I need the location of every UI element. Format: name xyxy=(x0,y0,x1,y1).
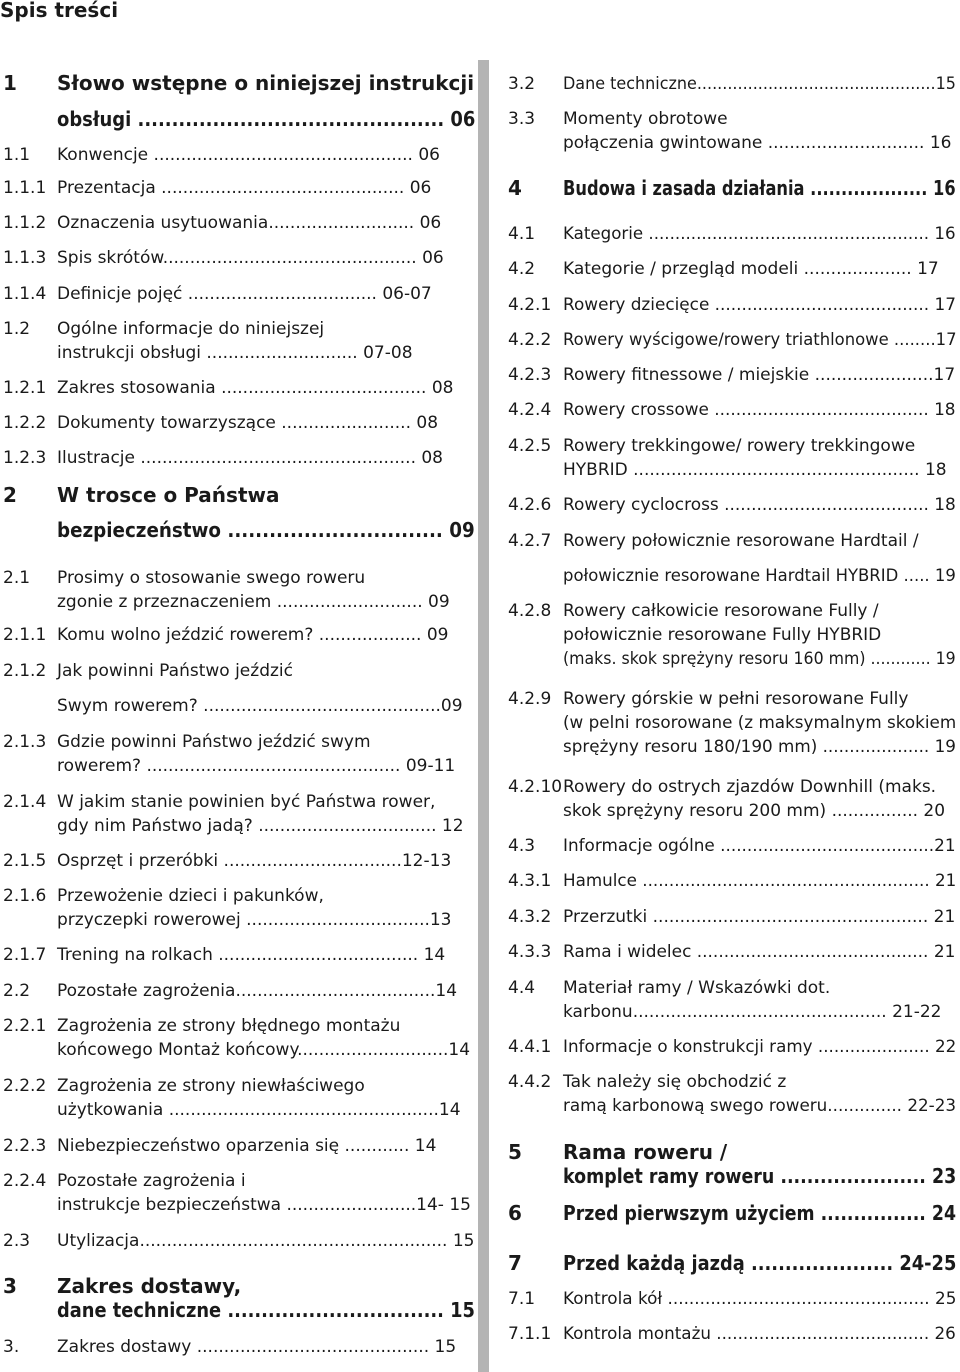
toc-entry-title: Rama i widelec ........................................... 21 xyxy=(563,942,956,962)
toc-entry-number: 2.1.2 xyxy=(3,661,47,681)
toc-entry[interactable] xyxy=(3,1014,475,1064)
toc-entry-title: Rowery cyclocross ...................................... 18 xyxy=(563,495,956,515)
toc-entry-number: 4.2.8 xyxy=(508,601,552,621)
toc-entry-number: 1.1.1 xyxy=(3,178,47,198)
toc-entry[interactable] xyxy=(508,398,956,424)
toc-entry[interactable] xyxy=(508,328,956,354)
page-title: Spis treści xyxy=(0,0,119,22)
toc-entry[interactable] xyxy=(3,246,475,272)
toc-entry-number: 2 xyxy=(3,483,17,507)
toc-entry-title: Materiał ramy / Wskazówki dot. xyxy=(563,978,831,998)
toc-entry-title: Budowa i zasada działania ................... 16 xyxy=(563,176,956,200)
toc-entry[interactable] xyxy=(3,282,475,308)
toc-entry[interactable] xyxy=(508,1035,956,1061)
toc-entry-title: dane techniczne ................................ 15 xyxy=(57,1298,475,1322)
toc-entry-number: 4.4.2 xyxy=(508,1072,552,1092)
toc-entry-title: Prezentacja ............................................. 06 xyxy=(57,178,432,198)
toc-entry-title: Rowery całkowicie resorowane Fully / xyxy=(563,601,879,621)
toc-entry[interactable] xyxy=(3,1074,475,1124)
toc-entry-title: Dokumenty towarzyszące ........................ 08 xyxy=(57,413,439,433)
toc-entry-number: 1.1.4 xyxy=(3,284,47,304)
toc-entry-number: 4.2.7 xyxy=(508,531,552,551)
toc-entry-title: ramą karbonową swego roweru.............. 22-23 xyxy=(563,1096,957,1116)
toc-entry-title: Swym rowerem? ............................................09 xyxy=(57,696,463,716)
toc-entry-number: 3. xyxy=(3,1337,20,1357)
toc-entry[interactable] xyxy=(3,411,475,437)
toc-entry-number: 4.2.10 xyxy=(508,777,563,797)
toc-entry[interactable] xyxy=(508,107,956,157)
toc-entry[interactable] xyxy=(3,849,475,875)
toc-entry-title: W trosce o Państwa xyxy=(57,483,280,507)
toc-entry-title: Spis skrótów............................................... 06 xyxy=(57,248,444,268)
toc-entry[interactable] xyxy=(3,1229,475,1255)
toc-entry[interactable] xyxy=(3,1273,475,1323)
toc-entry-number: 4.2.1 xyxy=(508,295,552,315)
toc-entry-number: 2.3 xyxy=(3,1231,31,1251)
toc-entry[interactable] xyxy=(3,143,475,169)
toc-entry-number: 1.2.3 xyxy=(3,448,47,468)
toc-entry[interactable] xyxy=(3,730,475,780)
toc-entry-number: 6 xyxy=(508,1201,522,1225)
toc-entry-number: 2.2.3 xyxy=(3,1136,47,1156)
toc-entry[interactable] xyxy=(3,376,475,402)
toc-entry-number: 4.2.4 xyxy=(508,400,552,420)
toc-entry-title: Ilustracje ................................................... 08 xyxy=(57,448,444,468)
toc-entry-number: 4.3.1 xyxy=(508,871,552,891)
toc-entry-title: Rowery połowicznie resorowane Hardtail / xyxy=(563,531,919,551)
toc-entry-title: Ogólne informacje do niniejszej xyxy=(57,319,325,339)
toc-entry-title: połowicznie resorowane Fully HYBRID xyxy=(563,625,882,645)
toc-entry[interactable] xyxy=(508,940,956,966)
toc-entry[interactable] xyxy=(3,1169,475,1219)
toc-entry-title: Zakres dostawy ........................................... 15 xyxy=(57,1337,457,1357)
toc-entry-title: rowerem? ............................................... 09-11 xyxy=(57,756,456,776)
toc-entry-title: Definicje pojęć ................................... 06-07 xyxy=(57,284,432,304)
toc-entry-title: Zagrożenia ze strony niewłaściwego xyxy=(57,1076,365,1096)
toc-entry[interactable] xyxy=(508,1070,956,1120)
toc-entry-number: 5 xyxy=(508,1140,522,1164)
toc-entry-title: Rowery dziecięce ........................................ 17 xyxy=(563,295,956,315)
toc-entry-title: Rowery do ostrych zjazdów Downhill (maks. xyxy=(563,777,937,797)
toc-entry-title: Przewożenie dzieci i pakunków, xyxy=(57,886,324,906)
toc-entry-title: przyczepki rowerowej ..................................13 xyxy=(57,910,452,930)
toc-entry-title: Przed pierwszym użyciem ................ 24 xyxy=(563,1201,957,1225)
toc-entry-number: 3.2 xyxy=(508,74,536,94)
toc-entry[interactable] xyxy=(3,943,475,969)
toc-entry-title: bezpieczeństwo ............................... 09 xyxy=(57,518,475,542)
toc-entry-title: Informacje o konstrukcji ramy ..................... 22 xyxy=(563,1037,957,1057)
toc-entry-title: komplet ramy roweru ...................... 23 xyxy=(563,1164,957,1188)
toc-entry-number: 1.1 xyxy=(3,145,31,165)
toc-entry[interactable] xyxy=(3,884,475,934)
toc-entry-title: Gdzie powinni Państwo jeździć swym xyxy=(57,732,371,752)
toc-entry-number: 2.1.5 xyxy=(3,851,47,871)
toc-entry-number: 4.4 xyxy=(508,978,536,998)
toc-entry[interactable] xyxy=(508,1287,956,1313)
toc-entry-title: końcowego Montaż końcowy............................14 xyxy=(57,1040,471,1060)
toc-entry[interactable] xyxy=(508,1322,956,1348)
toc-entry[interactable] xyxy=(508,493,956,519)
toc-entry-title: Konwencje ................................................ 06 xyxy=(57,145,440,165)
toc-entry-title: Utylizacja......................................................... 15 xyxy=(57,1231,475,1251)
toc-entry-number: 4.2.2 xyxy=(508,330,552,350)
toc-entry-title: obsługi ............................................. 06 xyxy=(57,107,476,131)
toc-entry-number: 1.2.1 xyxy=(3,378,47,398)
toc-entry-title: gdy nim Państwo jadą? ................................. 12 xyxy=(57,816,464,836)
toc-entry[interactable] xyxy=(508,222,956,248)
toc-entry[interactable] xyxy=(508,363,956,389)
toc-entry[interactable] xyxy=(508,175,956,201)
toc-entry-number: 7 xyxy=(508,1251,522,1275)
toc-entry-title: połączenia gwintowane ............................. 16 xyxy=(563,133,952,153)
toc-entry-title: Kategorie / przegląd modeli .................... 17 xyxy=(563,259,939,279)
toc-entry-title: Zakres stosowania ...................................... 08 xyxy=(57,378,454,398)
toc-entry-title: instrukcje bezpieczeństwa ........................14- 15 xyxy=(57,1195,471,1215)
toc-entry-title: Jak powinni Państwo jeździć xyxy=(57,661,293,681)
toc-entry-number: 4.3 xyxy=(508,836,536,856)
toc-entry-title: Rowery wyścigowe/rowery triathlonowe ........17 xyxy=(563,330,957,350)
toc-entry-title: sprężyny resoru 180/190 mm) .................... 19 xyxy=(563,737,956,757)
toc-entry[interactable] xyxy=(508,1250,956,1276)
toc-entry-title: Kontrola montażu ........................................ 26 xyxy=(563,1324,956,1344)
toc-entry-title: Pozostałe zagrożenia i xyxy=(57,1171,246,1191)
toc-entry-number: 1.2.2 xyxy=(3,413,47,433)
toc-entry-number: 3.3 xyxy=(508,109,536,129)
column-divider xyxy=(478,60,489,1372)
toc-entry-number: 2.2.4 xyxy=(3,1171,47,1191)
toc-entry-title: zgonie z przeznaczeniem ........................... 09 xyxy=(57,592,450,612)
toc-entry-number: 7.1.1 xyxy=(508,1324,552,1344)
toc-entry[interactable] xyxy=(3,623,475,649)
toc-entry-number: 2.2 xyxy=(3,981,31,1001)
toc-entry-title: Informacje ogólne ........................................21 xyxy=(563,836,956,856)
toc-entry-title: (maks. skok sprężyny resoru 160 mm) ............ 19 xyxy=(563,649,956,669)
toc-entry-title: Słowo wstępne o niniejszej instrukcji xyxy=(57,71,475,95)
toc-entry[interactable] xyxy=(3,211,475,237)
toc-entry-number: 4.2.6 xyxy=(508,495,552,515)
toc-entry-number: 4.2.9 xyxy=(508,689,552,709)
toc-entry-title: W jakim stanie powinien być Państwa rower, xyxy=(57,792,436,812)
toc-entry-number: 4.2.3 xyxy=(508,365,552,385)
toc-entry-title: Osprzęt i przeróbki .................................12-13 xyxy=(57,851,452,871)
toc-entry-number: 4.2.5 xyxy=(508,436,552,456)
toc-entry[interactable] xyxy=(508,257,956,283)
toc-entry[interactable] xyxy=(508,687,956,761)
toc-entry-title: Tak należy się obchodzić z xyxy=(563,1072,787,1092)
toc-entry[interactable] xyxy=(3,1335,475,1361)
toc-entry[interactable] xyxy=(508,905,956,931)
toc-entry-title: Pozostałe zagrożenia.....................................14 xyxy=(57,981,458,1001)
toc-entry[interactable] xyxy=(3,566,475,616)
toc-entry-title: Dane techniczne...............................................15 xyxy=(563,74,956,94)
toc-entry-number: 2.1 xyxy=(3,568,31,588)
toc-entry-title: Momenty obrotowe xyxy=(563,109,728,129)
toc-entry-title: Oznaczenia usytuowania........................... 06 xyxy=(57,213,442,233)
toc-entry-number: 2.2.2 xyxy=(3,1076,47,1096)
toc-entry-number: 1 xyxy=(3,71,17,95)
toc-entry[interactable] xyxy=(508,434,956,484)
toc-entry-title: Rowery fitnessowe / miejskie ......................17 xyxy=(563,365,956,385)
toc-entry[interactable] xyxy=(508,775,956,825)
toc-entry[interactable] xyxy=(508,72,956,98)
toc-entry[interactable] xyxy=(3,659,475,720)
toc-entry-title: Rowery trekkingowe/ rowery trekkingowe xyxy=(563,436,916,456)
toc-entry[interactable] xyxy=(508,1200,956,1226)
toc-entry-title: Przerzutki ................................................... 21 xyxy=(563,907,956,927)
toc-entry-title: Trening na rolkach ..................................... 14 xyxy=(57,945,446,965)
toc-entry[interactable] xyxy=(3,1134,475,1160)
toc-entry-number: 2.1.7 xyxy=(3,945,47,965)
toc-entry-title: Zagrożenia ze strony błędnego montażu xyxy=(57,1016,401,1036)
toc-entry[interactable] xyxy=(508,1139,956,1189)
toc-entry-title: Rowery crossowe ........................................ 18 xyxy=(563,400,956,420)
toc-entry-number: 4.2 xyxy=(508,259,536,279)
toc-entry-title: Rowery górskie w pełni resorowane Fully xyxy=(563,689,909,709)
toc-entry-title: połowicznie resorowane Hardtail HYBRID ..... 19 xyxy=(563,566,956,586)
toc-entry[interactable] xyxy=(508,976,956,1026)
toc-entry[interactable] xyxy=(3,979,475,1005)
toc-entry-title: Hamulce ...................................................... 21 xyxy=(563,871,957,891)
toc-entry[interactable] xyxy=(3,482,475,543)
toc-entry-number: 4.3.2 xyxy=(508,907,552,927)
toc-entry[interactable] xyxy=(3,317,475,367)
toc-entry-title: Kategorie ..................................................... 16 xyxy=(563,224,956,244)
toc-entry-number: 4.1 xyxy=(508,224,536,244)
toc-entry-title: Komu wolno jeździć rowerem? ................... 09 xyxy=(57,625,449,645)
toc-entry-number: 2.1.3 xyxy=(3,732,47,752)
toc-entry-title: skok sprężyny resoru 200 mm) ................ 20 xyxy=(563,801,946,821)
toc-entry-number: 2.1.4 xyxy=(3,792,47,812)
toc-entry-title: Kontrola kół ................................................. 25 xyxy=(563,1289,957,1309)
toc-entry[interactable] xyxy=(3,70,475,132)
toc-entry[interactable] xyxy=(3,446,475,472)
toc-entry[interactable] xyxy=(508,293,956,319)
toc-entry-number: 1.1.3 xyxy=(3,248,47,268)
toc-entry-number: 1.1.2 xyxy=(3,213,47,233)
toc-entry-title: Zakres dostawy, xyxy=(57,1274,242,1298)
toc-entry-number: 2.1.1 xyxy=(3,625,47,645)
toc-entry[interactable] xyxy=(508,529,956,590)
toc-entry-title: użytkowania ..................................................14 xyxy=(57,1100,461,1120)
toc-entry-title: (w pelni rosorowane (z maksymalnym skokiem xyxy=(563,713,957,733)
toc-entry-number: 2.1.6 xyxy=(3,886,47,906)
toc-entry[interactable] xyxy=(3,790,475,840)
toc-entry[interactable] xyxy=(508,834,956,860)
toc-entry-title: Niebezpieczeństwo oparzenia się ............ 14 xyxy=(57,1136,437,1156)
toc-entry-number: 1.2 xyxy=(3,319,31,339)
toc-entry-title: karbonu............................................... 21-22 xyxy=(563,1002,942,1022)
toc-entry[interactable] xyxy=(3,176,475,202)
toc-entry-number: 7.1 xyxy=(508,1289,536,1309)
toc-entry-number: 2.2.1 xyxy=(3,1016,47,1036)
toc-entry-title: Prosimy o stosowanie swego roweru xyxy=(57,568,366,588)
toc-entry-title: Rama roweru / xyxy=(563,1140,728,1164)
toc-entry-title: HYBRID ..................................................... 18 xyxy=(563,460,947,480)
toc-entry-number: 3 xyxy=(3,1274,17,1298)
toc-entry-number: 4 xyxy=(508,176,522,200)
toc-entry-title: instrukcji obsługi ............................ 07-08 xyxy=(57,343,413,363)
toc-entry-number: 4.4.1 xyxy=(508,1037,552,1057)
toc-entry-number: 4.3.3 xyxy=(508,942,552,962)
toc-entry-title: Przed każdą jazdą ..................... 24-25 xyxy=(563,1251,957,1275)
toc-entry[interactable] xyxy=(508,599,956,673)
toc-entry[interactable] xyxy=(508,869,956,895)
